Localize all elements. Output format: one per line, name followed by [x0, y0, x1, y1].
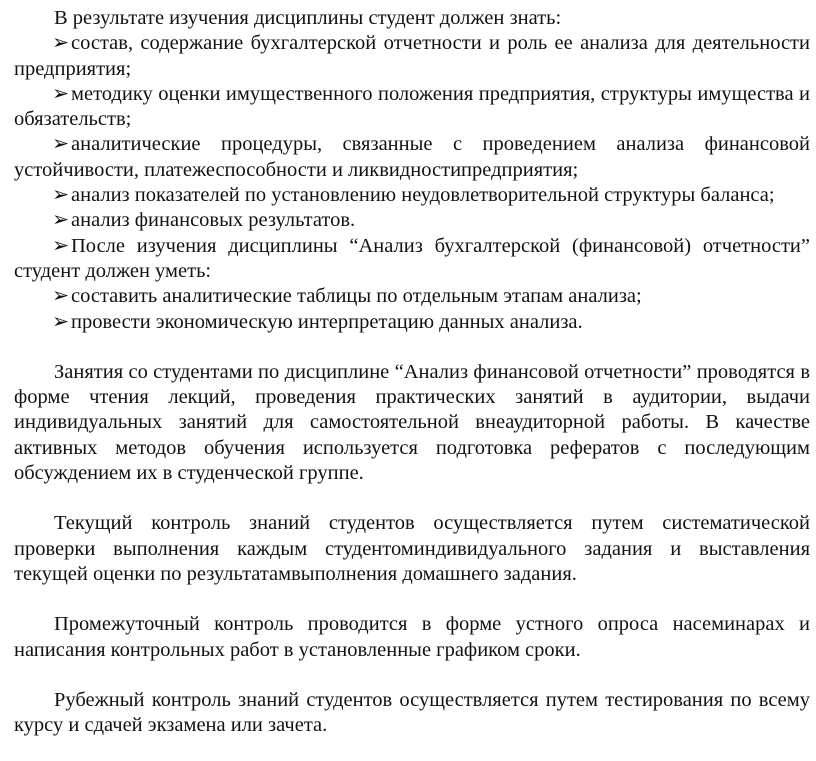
- know-item: [14, 208, 810, 233]
- know-item: [14, 132, 810, 183]
- intro-line: В результате изучения дисциплины студент должен знать:: [54, 7, 562, 29]
- spacer: [14, 587, 810, 612]
- paragraph-final-control: Рубежный контроль знаний студентов осуществляется путем тестирования по всему курсу и сдачей экзамена или зачета.: [14, 688, 810, 737]
- spacer: [14, 663, 810, 688]
- arrow-bullet-icon: ➢: [52, 234, 70, 257]
- paragraph-current-control: Текущий контроль знаний студентов осуществляется путем систематической проверки выполнения каждым студентоминдивидуального задания и выставления текущей оценки по результатамвыполнения домашнего задания.: [14, 512, 810, 585]
- paragraph-intermediate-control: Промежуточный контроль проводится в форме устного опроса насеминарах и написания контрольных работ в установленные графиком сроки.: [14, 613, 810, 661]
- know-item-text: состав, содержание бухгалтерской отчетности и роль ее анализа для деятельности предприятия;: [14, 32, 810, 80]
- can-item: [14, 310, 810, 335]
- know-item-text: аналитические процедуры, связанные с проведением анализа финансовой устойчивости, платежеспособности и ликвидностипредприятия;: [14, 133, 810, 181]
- arrow-bullet-icon: ➢: [52, 82, 70, 105]
- arrow-bullet-icon: ➢: [52, 184, 70, 207]
- arrow-bullet-icon: ➢: [52, 133, 70, 156]
- know-item: [14, 183, 810, 208]
- document-page: [14, 0, 810, 738]
- know-item-text: анализ финансовых результатов.: [71, 209, 356, 232]
- arrow-bullet-icon: ➢: [52, 310, 70, 333]
- know-item-text: методику оценки имущественного положения предприятия, структуры имущества и обязательств;: [14, 82, 810, 131]
- after-study-text: После изучения дисциплины “Анализ бухгалтерской (финансовой) отчетности” студент должен уметь:: [14, 234, 810, 282]
- spacer: [14, 335, 810, 360]
- arrow-bullet-icon: ➢: [52, 285, 70, 308]
- spacer: [14, 486, 810, 511]
- arrow-bullet-icon: ➢: [52, 32, 70, 55]
- know-item-text: анализ показателей по установлению неудовлетворительной структуры баланса;: [71, 184, 775, 207]
- after-study-item: [14, 234, 810, 285]
- can-item: [14, 284, 810, 309]
- can-item-text: провести экономическую интерпретацию данных анализа.: [71, 310, 583, 333]
- paragraph-classes: Занятия со студентами по дисциплине “Анализ финансовой отчетности” проводятся в форме чтения лекций, проведения практических занятий в аудитории, выдачи индивидуальных занятий для самостоятельной внеаудиторной работы. В качестве активных методов обучения используется подготовка рефератов с последующим обсуждением их в студенческой группе.: [14, 360, 810, 485]
- know-item: [14, 31, 810, 82]
- arrow-bullet-icon: ➢: [52, 209, 70, 232]
- know-item: [14, 82, 810, 133]
- can-item-text: составить аналитические таблицы по отдельным этапам анализа;: [71, 285, 642, 308]
